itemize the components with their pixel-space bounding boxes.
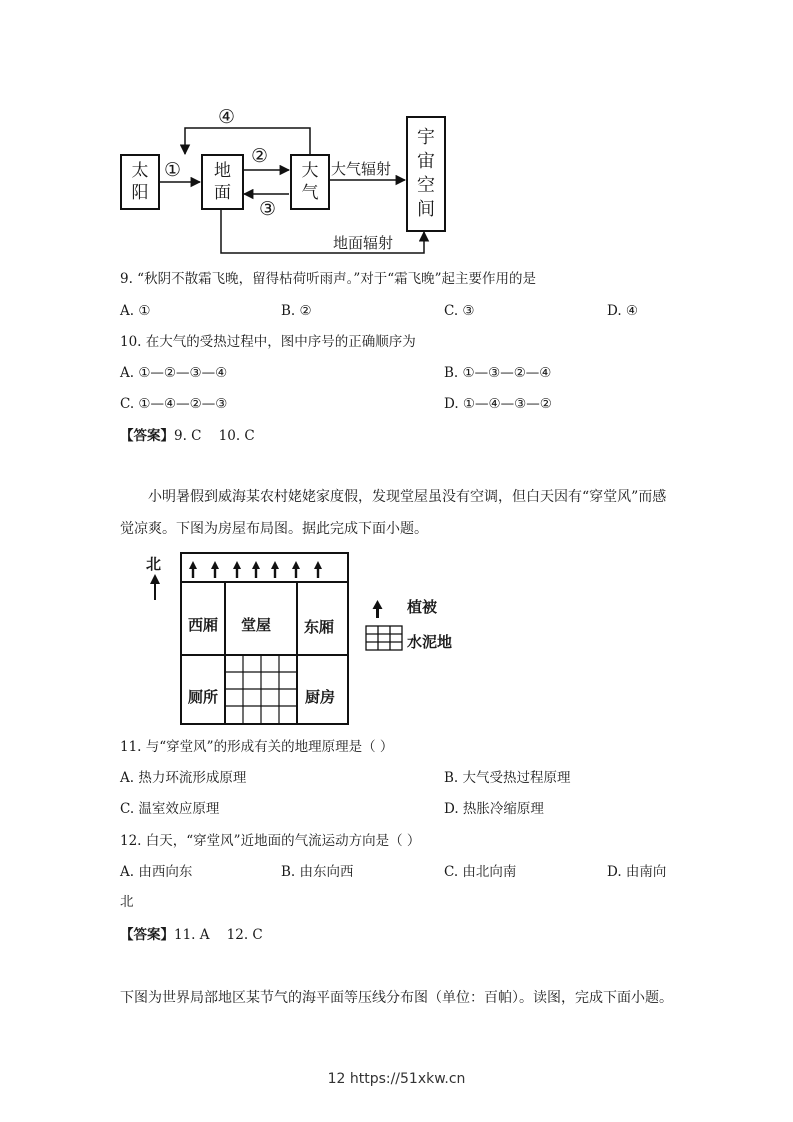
- q12-option-a: A. 由西向东: [120, 864, 193, 880]
- number-4: ④: [218, 106, 236, 128]
- sun-box: [120, 154, 160, 210]
- legend-cement-icon: [366, 626, 402, 650]
- q9-option-c: C. ③: [444, 303, 475, 319]
- q9-option-a: A. ①: [120, 303, 151, 319]
- north-arrow-head: [150, 574, 160, 584]
- number-2: ②: [251, 145, 269, 167]
- kitchen-label: 厨房: [305, 688, 336, 706]
- diagram-arrows: [0, 0, 793, 270]
- q10-option-c: C. ①—④—②—③: [120, 396, 228, 412]
- house-svg: [0, 540, 793, 740]
- q11-option-a: A. 热力环流形成原理: [120, 770, 247, 786]
- answer-1: [120, 427, 255, 445]
- intro-paragraph-2: 小明暑假到威海某农村姥姥家度假，发现堂屋虽没有空调，但白天因有“穿堂风”而感觉凉爽。下图为房屋布局图。据此完成下面小题。: [120, 489, 667, 537]
- space-label: 宇宙空间: [417, 127, 435, 220]
- q12-option-d-wrap: 北: [120, 894, 134, 910]
- page-footer: 12 https://51xkw.cn: [327, 1071, 466, 1087]
- q11-option-d: D. 热胀冷缩原理: [444, 801, 544, 817]
- answer-2: [120, 926, 263, 944]
- q11-option-c: C. 温室效应原理: [120, 801, 220, 817]
- east-room-label: 东厢: [304, 618, 335, 636]
- ground-radiation-label: 地面辐射: [333, 234, 394, 252]
- number-3: ③: [259, 198, 277, 220]
- space-box: [406, 116, 446, 232]
- legend-cement-label: 水泥地: [407, 633, 453, 651]
- answer-1-tag: 【答案】: [120, 428, 174, 444]
- atmosphere-box: [290, 154, 330, 210]
- q10-option-b: B. ①—③—②—④: [444, 365, 552, 381]
- question-12-stem: 12. 白天，“穿堂风”近地面的气流运动方向是（ ）: [120, 833, 421, 849]
- answer-2-text: 11. A 12. C: [174, 927, 263, 943]
- north-label: 北: [146, 555, 162, 573]
- legend-vegetation-icon: [373, 600, 383, 618]
- atmosphere-radiation-label: 大气辐射: [331, 160, 392, 178]
- q12-option-c: C. 由北向南: [444, 864, 517, 880]
- ground-label: 地面: [214, 161, 231, 203]
- answer-1-text: 9. C 10. C: [174, 428, 255, 444]
- q12-option-b: B. 由东向西: [281, 864, 354, 880]
- sun-label: 太阳: [131, 161, 149, 203]
- arrow-4: [185, 128, 310, 154]
- intro-paragraph-3: 下图为世界局部地区某节气的海平面等压线分布图（单位：百帕）。读图，完成下面小题。: [120, 990, 673, 1006]
- vegetation-arrows: [189, 561, 322, 578]
- q10-option-d: D. ①—④—③—②: [444, 396, 552, 412]
- arrow-ground-radiation: [221, 209, 424, 253]
- question-11-stem: 11. 与“穿堂风”的形成有关的地理原理是（ ）: [120, 739, 394, 755]
- west-room-label: 西厢: [188, 616, 219, 634]
- question-10-stem: 10. 在大气的受热过程中，图中序号的正确顺序为: [120, 334, 416, 350]
- hall-label: 堂屋: [241, 616, 272, 634]
- ground-box: [201, 154, 244, 210]
- q11-option-b: B. 大气受热过程原理: [444, 770, 571, 786]
- q12-option-d: D. 由南向: [607, 864, 667, 880]
- legend-vegetation-label: 植被: [407, 598, 438, 616]
- q10-option-a: A. ①—②—③—④: [120, 365, 228, 381]
- question-9-stem: 9. “秋阴不散霜飞晚，留得枯荷听雨声。”对于“霜飞晚”起主要作用的是: [120, 271, 537, 287]
- atmosphere-label: 大气: [301, 161, 319, 203]
- answer-2-tag: 【答案】: [120, 927, 174, 943]
- toilet-label: 厕所: [188, 688, 219, 706]
- cement-grid: [225, 655, 297, 724]
- q9-option-b: B. ②: [281, 303, 312, 319]
- q9-option-d: D. ④: [607, 303, 639, 319]
- number-1: ①: [164, 159, 182, 181]
